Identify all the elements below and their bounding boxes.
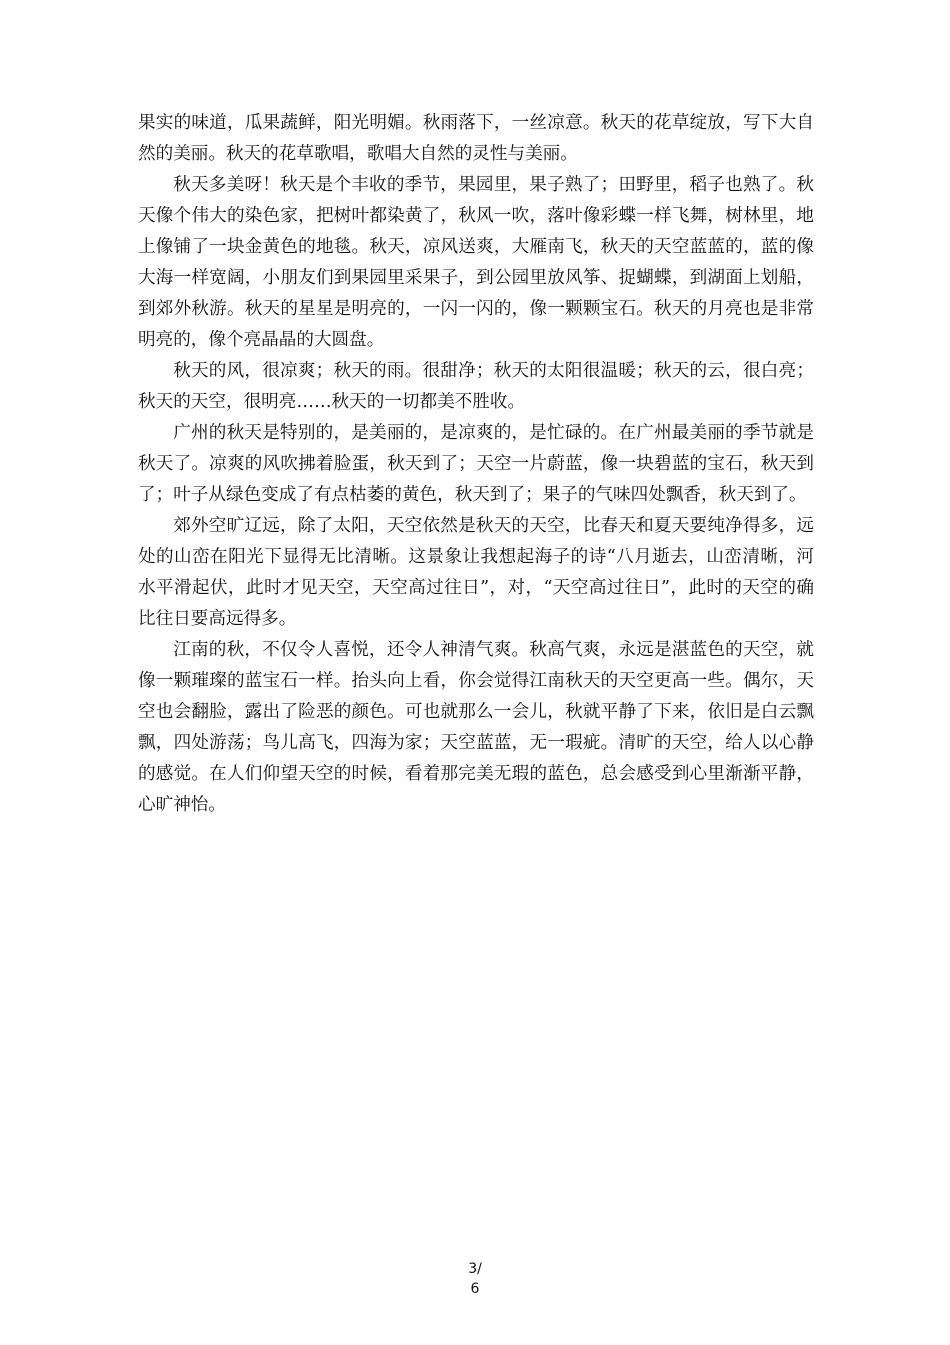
paragraph-5: 郊外空旷辽远，除了太阳，天空依然是秋天的天空，比春天和夏天要纯净得多，远处的山峦在阳光下显得无比清晰。这景象让我想起海子的诗“八月逝去，山峦清晰，河水平滑起伏，此时才见天空，天空高过往日”，对，“天空高过往日”，此时的天空的确比往日要高远得多。 bbox=[138, 516, 814, 629]
document-body bbox=[138, 108, 814, 821]
paragraph-3: 秋天的风，很凉爽；秋天的雨。很甜净；秋天的太阳很温暖；秋天的云，很白亮；秋天的天空，很明亮……秋天的一切都美不胜收。 bbox=[138, 361, 814, 412]
paragraph-2: 秋天多美呀！秋天是个丰收的季节，果园里，果子熟了；田野里，稻子也熟了。秋天像个伟大的染色家，把树叶都染黄了，秋风一吹，落叶像彩蝶一样飞舞，树林里，地上像铺了一块金黄色的地毯。秋天，凉风送爽，大雁南飞，秋天的天空蓝蓝的，蓝的像大海一样宽阔，小朋友们到果园里采果子，到公园里放风筝、捉蝴蝶，到湖面上划船，到郊外秋游。秋天的星星是明亮的，一闪一闪的，像一颗颗宝石。秋天的月亮也是非常明亮的，像个亮晶晶的大圆盘。 bbox=[138, 175, 814, 350]
paragraph-6: 江南的秋，不仅令人喜悦，还令人神清气爽。秋高气爽，永远是湛蓝色的天空，就像一颗璀璨的蓝宝石一样。抬头向上看，你会觉得江南秋天的天空更高一些。偶尔，天空也会翻脸，露出了险恶的颜色。可也就那么一会儿，秋就平静了下来，依旧是白云飘飘，四处游荡；鸟儿高飞，四海为家；天空蓝蓝，无一瑕疵。清旷的天空，给人以心静的感觉。在人们仰望天空的时候，看着那完美无瑕的蓝色，总会感受到心里渐渐平静，心旷神怡。 bbox=[138, 640, 814, 815]
page-number-total: 6 bbox=[470, 1281, 480, 1297]
page-number-current: 3/ bbox=[468, 1261, 482, 1277]
page-number bbox=[0, 1259, 950, 1299]
paragraph-1: 果实的味道，瓜果蔬鲜，阳光明媚。秋雨落下，一丝凉意。秋天的花草绽放，写下大自然的美丽。秋天的花草歌唱，歌唱大自然的灵性与美丽。 bbox=[138, 113, 814, 164]
paragraph-4: 广州的秋天是特别的，是美丽的，是凉爽的，是忙碌的。在广州最美丽的季节就是秋天了。凉爽的风吹拂着脸蛋，秋天到了；天空一片蔚蓝，像一块碧蓝的宝石，秋天到了；叶子从绿色变成了有点枯萎的黄色，秋天到了；果子的气味四处飘香，秋天到了。 bbox=[138, 423, 814, 505]
